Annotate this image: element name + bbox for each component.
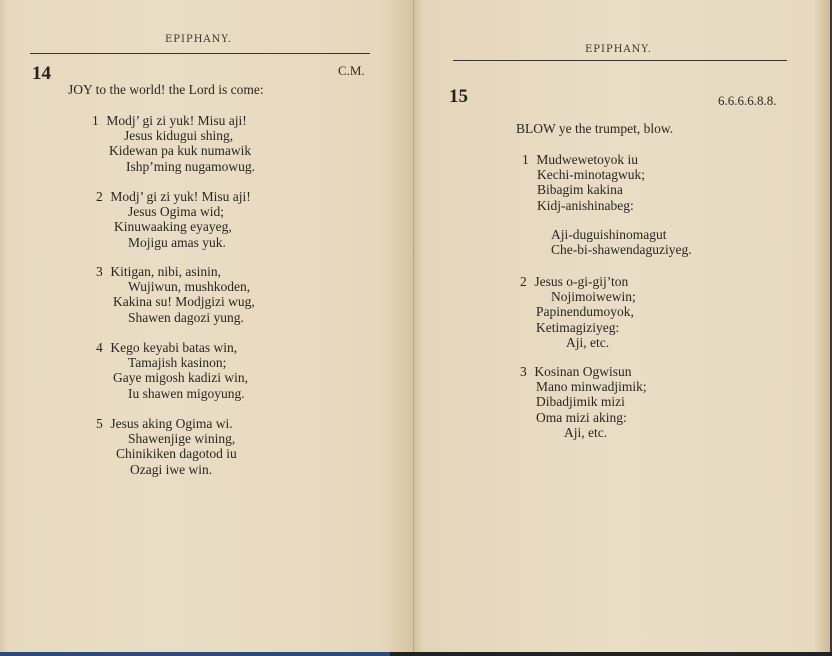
verse-line: Papinendumoyok, — [536, 304, 634, 320]
verse-line: Oma mizi aking: — [536, 409, 627, 425]
verse-number: 1 — [92, 113, 99, 128]
verse-text: Jesus aking Ogima wi. — [110, 416, 233, 431]
verse-1-right — [522, 152, 692, 257]
verse-line: Jesus Ogima wid; — [128, 204, 224, 220]
verse-line: Bibagim kakina — [537, 182, 623, 198]
verse-line: Shawenjige wining, — [128, 431, 236, 447]
verse-line: Aji, etc. — [564, 424, 608, 440]
verse-5-left — [96, 416, 237, 477]
verse-line: Gaye migosh kadizi win, — [113, 370, 248, 386]
verse-line: Shawen dagozi yung. — [128, 309, 244, 325]
verse-line: Dibadjimik mizi — [536, 394, 625, 410]
verse-line — [96, 189, 251, 204]
first-line-right: BLOW ye the trumpet, blow. — [516, 121, 674, 136]
verse-line — [96, 416, 237, 431]
refrain-line: Aji-duguishinomagut — [551, 226, 667, 242]
verse-line: Kinuwaaking eyayeg, — [114, 219, 232, 235]
verse-text: Modj’ gi zi yuk! Misu aji! — [106, 113, 247, 128]
verse-text: Kitigan, nibi, asinin, — [110, 264, 221, 279]
verse-line: Iu shawen migoyung. — [128, 385, 245, 401]
refrain-line: Che-bi-shawendaguziyeg. — [551, 242, 692, 258]
verse-line: Mano minwadjimik; — [536, 379, 647, 395]
verse-line: Nojimoiwewin; — [551, 289, 636, 305]
header-rule-right — [453, 60, 787, 61]
verse-spacer — [522, 213, 692, 227]
hymn-number-15: 15 — [449, 86, 468, 107]
scan-background-edge — [0, 652, 832, 656]
verse-4-left — [96, 340, 248, 401]
running-head-left: EPIPHANY. — [165, 34, 232, 45]
verse-line: Kakina su! Modjgizi wug, — [113, 294, 255, 310]
verse-line: Aji, etc. — [566, 334, 610, 350]
verse-line — [520, 364, 647, 379]
verse-number: 2 — [96, 189, 103, 204]
verse-1-left — [92, 113, 255, 174]
verse-line: Jesus kidugui shing, — [124, 128, 234, 144]
verse-line — [520, 274, 636, 289]
verse-line: Mojigu amas yuk. — [128, 234, 226, 250]
verse-text: Kego keyabi batas win, — [110, 340, 238, 355]
verse-line: Kechi-minotagwuk; — [537, 167, 645, 183]
scan-shadow — [390, 652, 832, 656]
verse-line: Kidj-anishinabeg: — [537, 197, 634, 213]
verse-number: 3 — [96, 264, 103, 279]
first-line-left: JOY to the world! the Lord is come: — [68, 82, 264, 97]
verse-line — [96, 340, 248, 355]
verse-line: Wujiwun, mushkoden, — [128, 279, 251, 295]
meter-right: 6.6.6.6.8.8. — [718, 93, 777, 108]
verse-line: Ozagi iwe win. — [130, 461, 213, 477]
right-page — [414, 0, 830, 652]
verse-line: Ketimagiziyeg: — [536, 319, 620, 335]
verse-3-right — [520, 364, 647, 440]
verse-2-left — [96, 189, 251, 250]
left-page — [0, 0, 414, 652]
verse-number: 4 — [96, 340, 103, 355]
verse-line: Chinikiken dagotod iu — [116, 446, 237, 462]
verse-line: Tamajish kasinon; — [128, 355, 227, 371]
verse-line — [92, 113, 255, 128]
verse-number: 5 — [96, 416, 103, 431]
verse-line: Ishp’ming nugamowug. — [126, 158, 255, 174]
verse-text: Jesus o-gi-gij’ton — [534, 274, 629, 289]
verse-number: 2 — [520, 274, 527, 289]
verse-3-left — [96, 264, 255, 325]
verse-number: 3 — [520, 364, 527, 379]
verse-line: Kidewan pa kuk numawik — [109, 143, 252, 159]
verse-text: Mudwewetoyok iu — [536, 152, 638, 167]
verse-line — [522, 152, 692, 167]
header-rule-left — [30, 53, 370, 54]
verse-2-right — [520, 274, 636, 350]
hymn-number-14: 14 — [32, 63, 51, 84]
verse-text: Kosinan Ogwisun — [534, 364, 632, 379]
meter-left: C.M. — [338, 63, 365, 78]
verse-number: 1 — [522, 152, 529, 167]
verse-line — [96, 264, 255, 279]
verse-text: Modj’ gi zi yuk! Misu aji! — [110, 189, 251, 204]
running-head-right: EPIPHANY. — [585, 44, 652, 55]
